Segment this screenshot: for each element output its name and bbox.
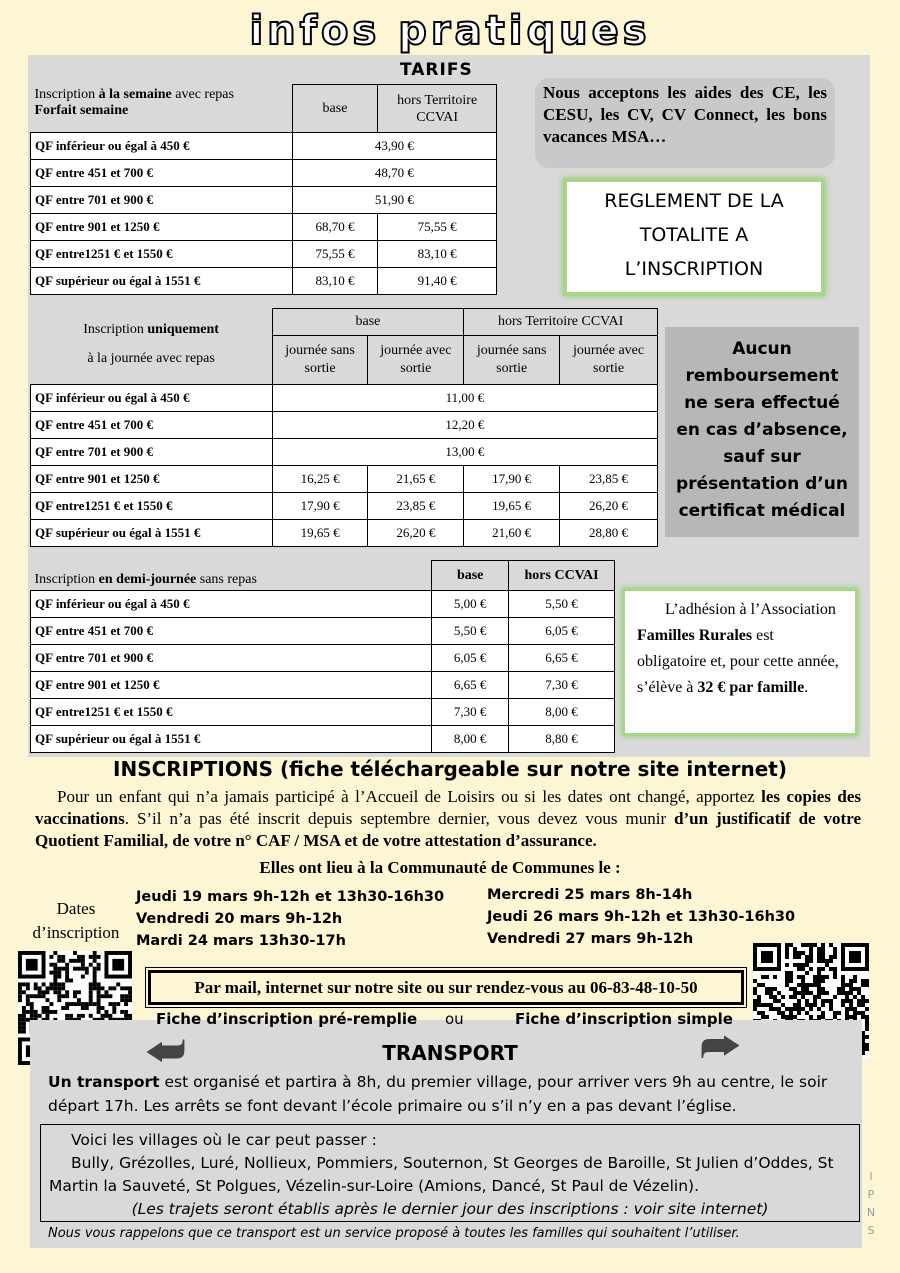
price-cell: 21,60 € (464, 520, 560, 547)
tarifs-journee-table (30, 308, 658, 547)
table-row (31, 672, 615, 699)
table-row (31, 214, 497, 241)
remboursement-line: sauf sur (723, 447, 801, 467)
journee-col-hors: hors Territoire CCVAI (464, 309, 658, 336)
remboursement-line: Aucun (732, 339, 792, 359)
price-cell: 51,90 € (292, 187, 496, 214)
table-row (31, 618, 615, 645)
price-cell: 83,10 € (378, 241, 497, 268)
qf-label: QF entre1251 € et 1550 € (31, 241, 293, 268)
page-title: infos pratiques (249, 8, 651, 54)
price-cell: 11,00 € (272, 385, 657, 412)
tarifs-demi-table (30, 560, 615, 753)
qf-label: QF inférieur ou égal à 450 € (31, 133, 293, 160)
price-cell: 6,65 € (509, 645, 615, 672)
transport-rappel: Nous vous rappelons que ce transport est un service proposé à toutes les familles qui souhaitent l’utiliser. (48, 1226, 740, 1241)
date-item: Mardi 24 mars 13h30-17h (136, 933, 346, 949)
table-row (31, 520, 658, 547)
remboursement-line: présentation d’un (676, 474, 848, 494)
price-cell: 13,00 € (272, 439, 657, 466)
price-cell: 6,65 € (432, 672, 509, 699)
reglement-line-2: TOTALITE A (639, 224, 749, 246)
adhesion-bold-1: Familles Rurales (637, 627, 753, 644)
price-cell: 48,70 € (292, 160, 496, 187)
qf-label: QF entre 701 et 900 € (31, 439, 273, 466)
dates-label: Dates d’inscription (32, 899, 120, 942)
table-row (31, 439, 658, 466)
price-cell: 68,70 € (292, 214, 378, 241)
price-cell: 75,55 € (292, 241, 378, 268)
adhesion-text-2: est obligatoire et, pour cette année, s’élève à (637, 627, 839, 696)
ipns-mark: I P N S (866, 1170, 876, 1237)
inscriptions-title: INSCRIPTIONS (fiche téléchargeable sur notre site internet) (113, 757, 787, 781)
date-item: Vendredi 20 mars 9h-12h (136, 911, 343, 927)
price-cell: 43,90 € (292, 133, 496, 160)
qf-label: QF entre 451 et 700 € (31, 618, 432, 645)
aides-bubble: Nous acceptons les aides des CE, les CESU, les CV, CV Connect, les bons vacances MSA… (535, 78, 835, 168)
tarifs-label: TARIFS (400, 60, 473, 80)
date-item: Jeudi 26 mars 9h-12h et 13h30-16h30 (487, 909, 796, 925)
table-row (31, 187, 497, 214)
qf-label: QF entre 701 et 900 € (31, 645, 432, 672)
price-cell: 12,20 € (272, 412, 657, 439)
reglement-box (563, 178, 825, 296)
qf-label: QF entre 701 et 900 € (31, 187, 293, 214)
date-item: Jeudi 19 mars 9h-12h et 13h30-16h30 (136, 889, 445, 905)
price-cell: 6,05 € (432, 645, 509, 672)
demi-col-hors: hors CCVAI (509, 561, 615, 591)
qf-label: QF entre 901 et 1250 € (31, 466, 273, 493)
table-row (31, 160, 497, 187)
remboursement-line: certificat médical (678, 501, 846, 521)
table-row (31, 133, 497, 160)
transport-text: Un transport est organisé et partira à 8h, du premier village, pour arriver vers 9h au centre, le soir départ 17h. Les arrêts se font devant l’école primaire ou s’il n’y en a pas devant l’église. (48, 1073, 828, 1115)
table-row (31, 591, 615, 618)
table-row (31, 726, 615, 753)
price-cell: 5,50 € (432, 618, 509, 645)
qf-label: QF inférieur ou égal à 450 € (31, 591, 432, 618)
table-row (31, 412, 658, 439)
date-item: Mercredi 25 mars 8h-14h (487, 887, 693, 903)
price-cell: 8,00 € (509, 699, 615, 726)
price-cell: 26,20 € (560, 493, 658, 520)
qf-label: QF entre1251 € et 1550 € (31, 699, 432, 726)
transport-title: TRANSPORT (382, 1041, 518, 1065)
price-cell: 17,90 € (464, 466, 560, 493)
ou-label: ou (445, 1010, 464, 1028)
demi-col-base: base (432, 561, 509, 591)
price-cell: 8,80 € (509, 726, 615, 753)
table-row (31, 645, 615, 672)
table-row (31, 268, 497, 295)
curved-arrow-right-icon: ⮫ (700, 1022, 741, 1073)
price-cell: 21,65 € (368, 466, 464, 493)
journee-header: Inscription uniquement à la journée avec repas (31, 309, 273, 385)
fiche-simple-label: Fiche d’inscription simple (515, 1010, 733, 1028)
price-cell: 83,10 € (292, 268, 378, 295)
qf-label: QF entre1251 € et 1550 € (31, 493, 273, 520)
inscriptions-lieu: Elles ont lieu à la Communauté de Communes le : (259, 858, 621, 877)
semaine-header: Inscription à la semaine avec repas Forfait semaine (31, 85, 293, 133)
table-row (31, 493, 658, 520)
villages-intro: Voici les villages où le car peut passer : (71, 1131, 377, 1149)
remboursement-line: remboursement (685, 366, 839, 386)
price-cell: 17,90 € (272, 493, 368, 520)
price-cell: 16,25 € (272, 466, 368, 493)
journee-sub-sans-hors: journée sans sortie (464, 336, 560, 385)
qf-label: QF inférieur ou égal à 450 € (31, 385, 273, 412)
semaine-col-base: base (292, 85, 378, 133)
reglement-line-3: L’INSCRIPTION (624, 258, 764, 280)
table-row (31, 466, 658, 493)
price-cell: 26,20 € (368, 520, 464, 547)
price-cell: 75,55 € (378, 214, 497, 241)
contact-banner: Par mail, internet sur notre site ou sur rendez-vous au 06-83-48-10-50 (148, 970, 744, 1005)
demi-header: Inscription en demi-journée sans repas (31, 561, 432, 591)
price-cell: 23,85 € (368, 493, 464, 520)
date-item: Vendredi 27 mars 9h-12h (487, 931, 694, 947)
table-row (31, 699, 615, 726)
qf-label: QF supérieur ou égal à 1551 € (31, 268, 293, 295)
table-row (31, 385, 658, 412)
price-cell: 5,50 € (509, 591, 615, 618)
journee-sub-sans-base: journée sans sortie (272, 336, 368, 385)
qf-label: QF entre 901 et 1250 € (31, 214, 293, 241)
price-cell: 23,85 € (560, 466, 658, 493)
dates-left (136, 886, 444, 952)
adhesion-bold-2: 32 € par famille (697, 679, 805, 696)
fiche-preremplie-label: Fiche d’inscription pré-remplie (156, 1010, 418, 1028)
journee-sub-avec-base: journée avec sortie (368, 336, 464, 385)
adhesion-text-3: . (804, 679, 809, 696)
adhesion-box (622, 588, 858, 736)
price-cell: 7,30 € (432, 699, 509, 726)
qf-label: QF supérieur ou égal à 1551 € (31, 520, 273, 547)
price-cell: 5,00 € (432, 591, 509, 618)
curved-arrow-left-icon: ⮨ (145, 1026, 186, 1077)
price-cell: 28,80 € (560, 520, 658, 547)
price-cell: 91,40 € (378, 268, 497, 295)
journee-sub-avec-hors: journée avec sortie (560, 336, 658, 385)
price-cell: 19,65 € (272, 520, 368, 547)
remboursement-line: ne sera effectué (684, 393, 840, 413)
price-cell: 7,30 € (509, 672, 615, 699)
qf-label: QF entre 451 et 700 € (31, 412, 273, 439)
reglement-line-1: REGLEMENT DE LA (604, 190, 784, 212)
qf-label: QF entre 901 et 1250 € (31, 672, 432, 699)
inscriptions-text: Pour un enfant qui n’a jamais participé à l’Accueil de Loisirs ou si les dates ont changé, apportez les copies des vaccinations. S’il n’a pas été inscrit depuis septembre dernier, vous devez vous munir d’un justificatif de votre Quotient Familial, de votre n° CAF / MSA et de votre attestation d’assurance. (35, 787, 861, 850)
semaine-col-hors: hors Territoire CCVAI (378, 85, 497, 133)
qf-label: QF supérieur ou égal à 1551 € (31, 726, 432, 753)
adhesion-text-1: L’adhésion à l’Association (665, 601, 836, 618)
qf-label: QF entre 451 et 700 € (31, 160, 293, 187)
villages-list: Bully, Grézolles, Luré, Nollieux, Pommiers, Souternon, St Georges de Baroille, St Julien d’Oddes, St Martin la Sauveté, St Polgues, Vézelin-sur-Loire (Amions, Dancé, St Paul de Vézelin). (49, 1154, 834, 1195)
trajets-note: (Les trajets seront établis après le dernier jour des inscriptions : voir site internet) (131, 1200, 769, 1218)
remboursement-box (665, 327, 859, 537)
price-cell: 19,65 € (464, 493, 560, 520)
tarifs-semaine-table (30, 84, 497, 295)
table-row (31, 241, 497, 268)
price-cell: 6,05 € (509, 618, 615, 645)
price-cell: 8,00 € (432, 726, 509, 753)
dates-right (487, 884, 795, 950)
remboursement-line: en cas d’absence, (676, 420, 848, 440)
journee-col-base: base (272, 309, 464, 336)
villages-box (40, 1124, 860, 1222)
